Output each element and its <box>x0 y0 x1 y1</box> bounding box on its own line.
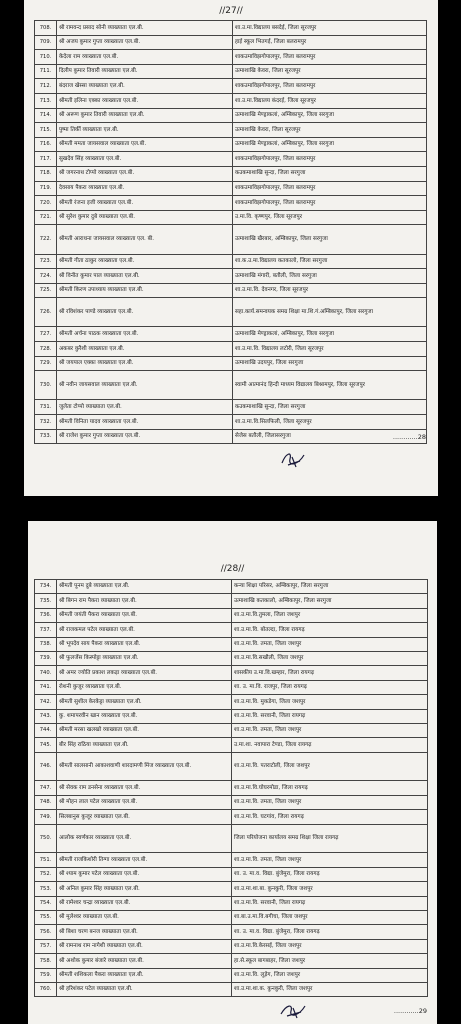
name-designation-cell: श्रीमती सालसानी आकाशवाणी शारदामणी मिंज व्याख्याता एल.बी. <box>57 752 232 781</box>
table-row <box>35 939 428 953</box>
posting-location-cell: शा.उ.मा.वि. तमता, जिला जशपुर <box>232 795 428 809</box>
table-row <box>35 651 428 665</box>
table-row <box>35 608 428 622</box>
serial-number-cell: 736. <box>35 608 57 622</box>
serial-number-cell: 737. <box>35 623 57 637</box>
serial-number-cell: 708. <box>35 21 57 36</box>
table-row <box>35 79 427 94</box>
name-designation-cell: श्री रविशंकर पाण्डे व्याख्याता एल.बी. <box>57 298 233 327</box>
table-row <box>35 795 428 809</box>
posting-location-cell: उ.मा.वि. कृष्णपुर, जिला सूरजपुर <box>233 210 427 225</box>
posting-location-cell: उत्माशाखि मेण्ड्राकलां, अम्बिकापुर, जिला सरगुजा <box>233 327 427 342</box>
name-designation-cell: श्री अमर ज्योति प्रकाश लकड़ा व्याख्याता एल.बी. <box>57 666 232 680</box>
table-row <box>35 225 427 254</box>
table-row <box>35 867 428 881</box>
serial-number-cell: 746. <box>35 752 57 781</box>
posting-location-cell: शा.उ.मा.वि. तमता, जिला जशपुर <box>232 723 428 737</box>
posting-location-cell: सहा.कार्य.समन्वयक समग्र शिक्षा मा.शि.गं.अम्बिकापुर, जिला सरगुजा <box>233 298 427 327</box>
name-designation-cell: श्रीमती मरसा खलखो व्याख्याता एल.बी. <box>57 723 232 737</box>
table-row <box>35 810 428 824</box>
posting-location-cell: उत्माशाखि मेण्ड्राकलां, अम्बिकापुर, जिला सरगुजा <box>233 137 427 152</box>
serial-number-cell: 733. <box>35 429 57 444</box>
posting-location-cell: शा.उ.मा.विद्यालय कंदरई, जिला सूरजपुर <box>233 93 427 108</box>
name-designation-cell: श्री भूपदेव साय पैकरा व्याख्याता एल.बी. <box>57 637 232 651</box>
table-row <box>35 982 428 996</box>
posting-location-cell: कउकमाशाखि सुन्दा, जिला सरगुजा <box>233 400 427 415</box>
posting-location-cell: शा.उ.मा.वि. बोतल्दा, जिला रायगढ़ <box>232 623 428 637</box>
posting-location-cell: शाकउमाविझगोपालपुर, जिला बलरामपुर <box>233 181 427 196</box>
posting-location-cell: उत्माशाखि केवरा, जिला सूरजपुर <box>233 64 427 79</box>
serial-number-cell: 740. <box>35 666 57 680</box>
transfer-list-table <box>34 20 427 444</box>
posting-location-cell: उ.मा.शा. नवापारा टेण्डा, जिला रायगढ़ <box>232 738 428 752</box>
page-title: //27// <box>219 6 243 16</box>
serial-number-cell: 742. <box>35 695 57 709</box>
table-row <box>35 882 428 896</box>
serial-number-cell: 735. <box>35 594 57 608</box>
serial-number-cell: 739. <box>35 651 57 665</box>
serial-number-cell: 751. <box>35 853 57 867</box>
table-row <box>35 968 428 982</box>
serial-number-cell: 718. <box>35 166 57 181</box>
name-designation-cell: दिलीप कुमार तिवारी व्याख्याता एल.बी. <box>57 64 233 79</box>
name-designation-cell: श्रीमती रंजना इजी व्याख्याता एल.बी. <box>57 196 233 211</box>
serial-number-cell: 712. <box>35 79 57 94</box>
serial-number-cell: 726. <box>35 298 57 327</box>
serial-number-cell: 723. <box>35 254 57 269</box>
posting-location-cell: शासकीय उ.मा.वि.खम्हार, जिला रायगढ़ <box>232 666 428 680</box>
name-designation-cell: अकबर कुरैशी व्याख्याता एल.बी. <box>57 342 233 357</box>
name-designation-cell: पुष्पा तिर्की व्याख्याता एल.बी. <box>57 123 233 138</box>
serial-number-cell: 721. <box>35 210 57 225</box>
name-designation-cell: श्री जगरनाथ टोप्पो व्याख्याता एल.बी. <box>57 166 233 181</box>
table-row <box>35 196 427 211</box>
posting-location-cell: उत्माशाखि खैरबार, अम्बिकापुर, जिला सरगुजा <box>233 225 427 254</box>
name-designation-cell: केदेला राम व्याख्याता एल.बी. <box>57 50 233 65</box>
serial-number-cell: 741. <box>35 680 57 694</box>
name-designation-cell: श्रीमती गीता ठाकुर व्याख्याता एल.बी. <box>57 254 233 269</box>
table-row <box>35 824 428 853</box>
name-designation-cell: बीर सिंह राठिया व्याख्याता एल.बी. <box>57 738 232 752</box>
name-designation-cell: श्रीमती विनिता यादव व्याख्याता एल.बी. <box>57 415 233 430</box>
table-row <box>35 166 427 181</box>
serial-number-cell: 720. <box>35 196 57 211</box>
name-designation-cell: श्री अजय कुमार गुप्ता व्याख्याता एल.बी. <box>57 35 233 50</box>
posting-location-cell: शा.उ.मा.शा.क. कुनकुरी, जिला जशपुर <box>232 982 428 996</box>
serial-number-cell: 722. <box>35 225 57 254</box>
page-number-footer: ............29 <box>393 1007 427 1015</box>
table-row <box>35 327 427 342</box>
posting-location-cell: कउकमाशाखि सुन्दा, जिला सरगुजा <box>233 166 427 181</box>
table-row <box>35 21 427 36</box>
serial-number-cell: 719. <box>35 181 57 196</box>
serial-number-cell: 757. <box>35 939 57 953</box>
name-designation-cell: रोशनी कुजूर व्याख्याता एल.बी. <box>57 680 232 694</box>
name-designation-cell: आलोक स्वर्णकार व्याख्याता एल.बी. <box>57 824 232 853</box>
posting-location-cell: शाकउमाविझगोपालपुर, जिला बलरामपुर <box>233 79 427 94</box>
serial-number-cell: 758. <box>35 954 57 968</box>
posting-location-cell: शा.उ.मा.वि.घोघरमोडा, जिला रायगढ़ <box>232 781 428 795</box>
name-designation-cell: श्री बिशा चरण बनज व्याख्याता एल.बी. <box>57 925 232 939</box>
serial-number-cell: 743. <box>35 709 57 723</box>
page-number: 29 <box>418 1007 427 1015</box>
table-row <box>35 723 428 737</box>
name-designation-cell: सुखदेव सिंह व्याख्याता एल.बी. <box>57 152 233 167</box>
table-row <box>35 137 427 152</box>
signature-mark <box>278 999 308 1021</box>
serial-number-cell: 731. <box>35 400 57 415</box>
table-row <box>35 911 428 925</box>
name-designation-cell: सिलबानुस कुजूर व्याख्याता एल.बी. <box>57 810 232 824</box>
name-designation-cell: श्री बिगन राम पैकरा व्याख्याता एल.बी. <box>57 594 232 608</box>
posting-location-cell: शा.उ.मा.वि. तमता, जिला जशपुर <box>232 637 428 651</box>
name-designation-cell: कु. शमापरवीन खान व्याख्याता एल.बी. <box>57 709 232 723</box>
table-row <box>35 415 427 430</box>
name-designation-cell: श्री रामवन्द प्रसाद सोनी व्याख्याता एल.बी. <box>57 21 233 36</box>
posting-location-cell: शा.उ.मा.वि. सरवानी, जिला रायगढ़ <box>232 896 428 910</box>
serial-number-cell: 745. <box>35 738 57 752</box>
table-row <box>35 594 428 608</box>
table-body <box>35 21 427 444</box>
table-row <box>35 356 427 371</box>
serial-number-cell: 732. <box>35 415 57 430</box>
name-designation-cell: श्री श्याम कुमार पटेल व्याख्याता एल.बी. <box>57 867 232 881</box>
serial-number-cell: 760. <box>35 982 57 996</box>
posting-location-cell: उत्माशाखि कतकालो, अम्बिकापुर, जिला सरगुजा <box>232 594 428 608</box>
page-number: 28 <box>417 433 426 441</box>
table-row <box>35 781 428 795</box>
posting-location-cell: शाकउमाविझगोपालपुर, जिला बलरामपुर <box>233 196 427 211</box>
posting-location-cell: शा.उ.मा.विद्यालय बसदेई, जिला सूरजपुर <box>233 21 427 36</box>
posting-location-cell: सेजेस बतौली, जिलासरगुजा <box>233 429 427 444</box>
table-row <box>35 709 428 723</box>
transfer-list-table <box>34 579 428 997</box>
posting-location-cell: उत्माशाखि केवरा, जिला सूरजपुर <box>233 123 427 138</box>
name-designation-cell: श्री सेवक राम डनसेना व्याख्याता एल.बी. <box>57 781 232 795</box>
name-designation-cell: श्री फुलजेंस किस्पोट्टा व्याख्याता एल.बी. <box>57 651 232 665</box>
serial-number-cell: 730. <box>35 371 57 400</box>
serial-number-cell: 755. <box>35 911 57 925</box>
serial-number-cell: 750. <box>35 824 57 853</box>
name-designation-cell: श्री अशोक कुमार बंजारे व्याख्याता एल.बी. <box>57 954 232 968</box>
serial-number-cell: 749. <box>35 810 57 824</box>
name-designation-cell: जुलेता टोप्पो व्याख्याता एल.बी. <box>57 400 233 415</box>
posting-location-cell: शा.उ.मा.वि. पतराटोली, जिला जशपुर <box>232 752 428 781</box>
table-row <box>35 93 427 108</box>
posting-location-cell: शा.उ.मा.वि.तुमला, जिला जशपुर <box>232 608 428 622</box>
table-row <box>35 580 428 594</box>
posting-location-cell: शाकउमाविझगोपालपुर, जिला बलरामपुर <box>233 50 427 65</box>
name-designation-cell: श्रीमती आराधना जायसवाल व्याख्याता एल. बी. <box>57 225 233 254</box>
posting-location-cell: शा.उ.मा.वि. देवनगर, जिला सूरजपुर <box>233 283 427 298</box>
table-row <box>35 108 427 123</box>
serial-number-cell: 754. <box>35 896 57 910</box>
table-row <box>35 954 428 968</box>
table-row <box>35 269 427 284</box>
table-row <box>35 283 427 298</box>
name-designation-cell: श्री नवीन जायसवाल व्याख्याता एल.बी. <box>57 371 233 400</box>
posting-location-cell: शा.बा.उ.मा.वि.बगीचा, जिला जशपुर <box>232 911 428 925</box>
table-row <box>35 695 428 709</box>
posting-location-cell: शा. उ. मा.वि. राजपुर, जिला रायगढ़ <box>232 680 428 694</box>
table-row <box>35 925 428 939</box>
table-row <box>35 50 427 65</box>
serial-number-cell: 710. <box>35 50 57 65</box>
table-row <box>35 342 427 357</box>
table-row <box>35 210 427 225</box>
serial-number-cell: 734. <box>35 580 57 594</box>
serial-number-cell: 714. <box>35 108 57 123</box>
name-designation-cell: श्री मोहन लाल पटेल व्याख्याता एल.बी. <box>57 795 232 809</box>
name-designation-cell: श्रीमती इलिना एक्का व्याख्याता एल.बी. <box>57 93 233 108</box>
serial-number-cell: 756. <box>35 925 57 939</box>
posting-location-cell: हाई स्कूल भितगई, जिला बलरामपुर <box>233 35 427 50</box>
table-row <box>35 152 427 167</box>
serial-number-cell: 725. <box>35 283 57 298</box>
posting-location-cell: शाकउमाविझगोपालपुर, जिला बलरामपुर <box>233 152 427 167</box>
serial-number-cell: 717. <box>35 152 57 167</box>
name-designation-cell: श्री विनीत कुमार पाल व्याख्याता एल.बी. <box>57 269 233 284</box>
name-designation-cell: श्रीमती पूनम दुबे व्याख्याता एल.बी. <box>57 580 232 594</box>
serial-number-cell: 715. <box>35 123 57 138</box>
name-designation-cell: श्रीमती सुशील केरकेट्टा व्याख्याता एल.बी. <box>57 695 232 709</box>
serial-number-cell: 727. <box>35 327 57 342</box>
serial-number-cell: 738. <box>35 637 57 651</box>
table-row <box>35 35 427 50</box>
posting-location-cell: शा.उ.मा.वि.सिलफिली, जिला सूरजपुर <box>233 415 427 430</box>
name-designation-cell: श्री रामेश्वर चन्द्रा व्याख्याता एल.बी. <box>57 896 232 910</box>
serial-number-cell: 753. <box>35 882 57 896</box>
name-designation-cell: श्रीमती राजकिशोरी तिग्गा व्याख्याता एल.बी. <box>57 853 232 867</box>
posting-location-cell: स्वामी आत्मानंद हिन्दी माध्यम विद्यालय बिश्रामपुर, जिला सूरजपुर <box>233 371 427 400</box>
page-title: //28// <box>220 564 245 574</box>
table-row <box>35 371 427 400</box>
serial-number-cell: 709. <box>35 35 57 50</box>
name-designation-cell: श्री मूलेश्वर व्याख्याता एल.बी. <box>57 911 232 925</box>
name-designation-cell: श्री रामनाथ राम नागेशी व्याख्याता एल.बी. <box>57 939 232 953</box>
table-row <box>35 64 427 79</box>
posting-location-cell: शा.उ.मा.वि. विद्यालय लटोरी, जिला सूरजपुर <box>233 342 427 357</box>
name-designation-cell: श्रीमती ममता जायसवाल व्याख्याता एल.बी. <box>57 137 233 152</box>
posting-location-cell: शा.क.उ.मा.विद्यालय कतकालो, जिला सरगुजा <box>233 254 427 269</box>
posting-location-cell: शा.उ.मा.शा.बा. कुनकुरी, जिला जशपुर <box>232 882 428 896</box>
table-row <box>35 623 428 637</box>
document-page-28 <box>28 521 437 1024</box>
table-row <box>35 429 427 444</box>
posting-location-cell: शा.उ.मा.वि. लुड़ेग, जिला जशपुर <box>232 968 428 982</box>
table-row <box>35 181 427 196</box>
name-designation-cell: श्री सुरेश कुमार दुबे व्याख्याता एल.बी. <box>57 210 233 225</box>
posting-location-cell: शा.उ.मा.वि. मुकडेगा, जिला जशपुर <box>232 695 428 709</box>
posting-location-cell: शा.उ.मा.वि. सरवानी, जिला रायगढ़ <box>232 709 428 723</box>
serial-number-cell: 747. <box>35 781 57 795</box>
name-designation-cell: श्री अनिल कुमार सिंह व्याख्याता एल.बी. <box>57 882 232 896</box>
posting-location-cell: शा.उ.मा.वि.केरसई, जिला जशपुर <box>232 939 428 953</box>
posting-location-cell: शा. उ. मा.व. विद्या. बुंजेमुरा, जिला रायगढ़ <box>232 925 428 939</box>
posting-location-cell: शा.उ.मा.वि. घटगांव, जिला रायगढ़ <box>232 810 428 824</box>
posting-location-cell: उत्माशाखि उदयपुर, जिला सरगुजा <box>233 356 427 371</box>
table-row <box>35 896 428 910</box>
table-row <box>35 752 428 781</box>
name-designation-cell: श्रीमती शशिकला पैकरा व्याख्याता एल.बी. <box>57 968 232 982</box>
name-designation-cell: श्रीमती अर्चना पाठक व्याख्याता एल.बी. <box>57 327 233 342</box>
posting-location-cell: कन्या शिक्षा परिसर, अम्बिकापुर, जिला सरगुजा <box>232 580 428 594</box>
page-number-footer: ............28 <box>392 433 426 441</box>
name-designation-cell: श्री राजकमल पटेल व्याख्याता एल.बी. <box>57 623 232 637</box>
serial-number-cell: 728. <box>35 342 57 357</box>
table-row <box>35 254 427 269</box>
document-page-27 <box>24 0 438 496</box>
name-designation-cell: श्री राजेश कुमार गुप्ता व्याख्याता एल.बी. <box>57 429 233 444</box>
table-row <box>35 298 427 327</box>
posting-location-cell: हा.से.स्कूल बागबाहर, जिला जशपुर <box>232 954 428 968</box>
table-row <box>35 853 428 867</box>
table-row <box>35 123 427 138</box>
posting-location-cell: शा.उ.मा.वि.सखौली, जिला जशपुर <box>232 651 428 665</box>
serial-number-cell: 716. <box>35 137 57 152</box>
posting-location-cell: शा. उ. मा.व. विद्या. बुंजेमुरा, जिला रायगढ़ <box>232 867 428 881</box>
serial-number-cell: 729. <box>35 356 57 371</box>
serial-number-cell: 744. <box>35 723 57 737</box>
table-row <box>35 738 428 752</box>
name-designation-cell: बंदराज खेस्सा व्याख्याता एल.बी. <box>57 79 233 94</box>
posting-location-cell: जिला परियोजना कार्यालय समग्र शिक्षा जिला रायगढ़ <box>232 824 428 853</box>
name-designation-cell: श्री अरूण कुमार तिवारी व्याख्याता एल.बी. <box>57 108 233 123</box>
posting-location-cell: शा.उ.मा.वि. तमता, जिला जशपुर <box>232 853 428 867</box>
table-row <box>35 637 428 651</box>
table-row <box>35 666 428 680</box>
name-designation-cell: श्री हरिशंकर पटेल व्याख्याता एल.बी. <box>57 982 232 996</box>
name-designation-cell: श्रीमती जयंती पैकरा व्याख्याता एल.बी. <box>57 608 232 622</box>
table-row <box>35 680 428 694</box>
name-designation-cell: श्री जयपाल एक्का व्याख्याता एल.बी. <box>57 356 233 371</box>
serial-number-cell: 711. <box>35 64 57 79</box>
serial-number-cell: 748. <box>35 795 57 809</box>
serial-number-cell: 724. <box>35 269 57 284</box>
signature-mark <box>278 447 308 469</box>
serial-number-cell: 713. <box>35 93 57 108</box>
name-designation-cell: श्रीमती किरण उपाध्याय व्याख्याता एल.बी. <box>57 283 233 298</box>
posting-location-cell: उत्माशाखि मंगारी, बतौली, जिला सरगुजा <box>233 269 427 284</box>
name-designation-cell: देवसाय पैकरा व्याख्याता एल.बी. <box>57 181 233 196</box>
table-row <box>35 400 427 415</box>
serial-number-cell: 759. <box>35 968 57 982</box>
serial-number-cell: 752. <box>35 867 57 881</box>
table-body <box>35 580 428 997</box>
posting-location-cell: उत्माशाखि मेण्ड्राकलां, अम्बिकापुर, जिला सरगुजा <box>233 108 427 123</box>
